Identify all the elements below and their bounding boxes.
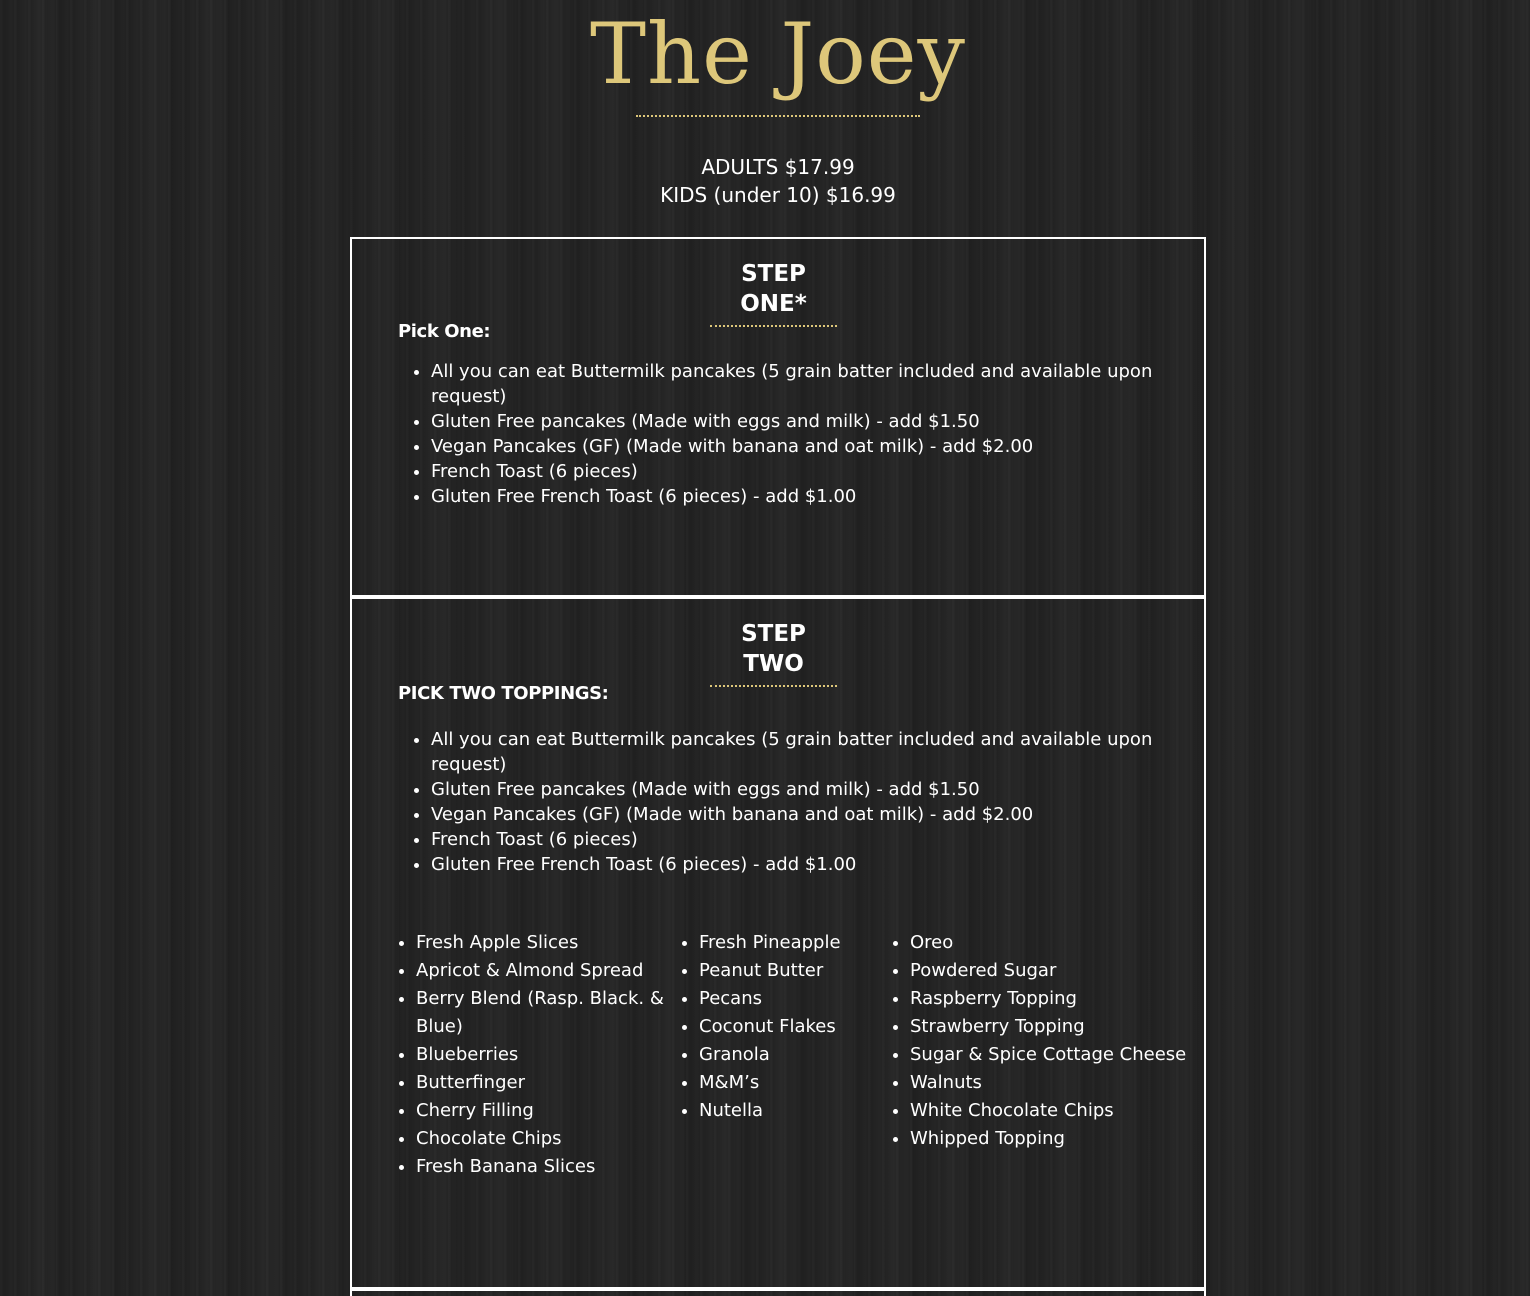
list-item: • All you can eat Buttermilk pancakes (5 grain batter included and available upon request) [431, 727, 1211, 777]
list-item: • Gluten Free pancakes (Made with eggs and milk) - add $1.50 [431, 409, 1211, 434]
toppings-column-1 [398, 929, 666, 1181]
topping-item: • Whipped Topping [910, 1125, 1210, 1153]
topping-item: • M&M’s [699, 1069, 879, 1097]
list-item: • Gluten Free French Toast (6 pieces) - add $1.00 [431, 484, 1211, 509]
toppings-column-3 [892, 929, 1210, 1153]
kids-price: KIDS (under 10) $16.99 [660, 183, 896, 207]
step-two-pick-label: PICK TWO TOPPINGS: [398, 683, 609, 704]
topping-item: • Apricot & Almond Spread [416, 957, 666, 985]
list-item: • All you can eat Buttermilk pancakes (5 grain batter included and available upon request) [431, 359, 1211, 409]
list-item: • French Toast (6 pieces) [431, 459, 1211, 484]
next-step-section-edge [350, 1289, 1206, 1296]
step-two-section [350, 597, 1206, 1289]
list-item: • Gluten Free French Toast (6 pieces) - add $1.00 [431, 852, 1211, 877]
topping-item: • Oreo [910, 929, 1210, 957]
topping-item: • Fresh Pineapple [699, 929, 879, 957]
topping-item: • Fresh Apple Slices [416, 929, 666, 957]
topping-item: • Pecans [699, 985, 879, 1013]
topping-item: • Fresh Banana Slices [416, 1153, 666, 1181]
topping-item: • Coconut Flakes [699, 1013, 879, 1041]
step-one-pick-label: Pick One: [398, 321, 491, 342]
topping-item: • Berry Blend (Rasp. Black. & Blue) [416, 985, 666, 1041]
topping-item: • Blueberries [416, 1041, 666, 1069]
topping-item: • Granola [699, 1041, 879, 1069]
topping-item: • Chocolate Chips [416, 1125, 666, 1153]
restaurant-logo: The Joey [590, 5, 966, 103]
list-item: • French Toast (6 pieces) [431, 827, 1211, 852]
price-block [0, 153, 1530, 209]
step-one-title: STEP ONE* [710, 259, 837, 327]
topping-item: • Cherry Filling [416, 1097, 666, 1125]
step-two-base-list [398, 727, 1211, 877]
topping-item: • Butterfinger [416, 1069, 666, 1097]
list-item: • Vegan Pancakes (GF) (Made with banana and oat milk) - add $2.00 [431, 802, 1211, 827]
step-one-section [350, 237, 1206, 597]
topping-item: • Powdered Sugar [910, 957, 1210, 985]
step-two-title: STEP TWO [710, 619, 837, 687]
topping-item: • Strawberry Topping [910, 1013, 1210, 1041]
adult-price: ADULTS $17.99 [701, 155, 855, 179]
step-one-base-list [398, 359, 1211, 509]
list-item: • Vegan Pancakes (GF) (Made with banana and oat milk) - add $2.00 [431, 434, 1211, 459]
logo-divider [636, 115, 920, 117]
list-item: • Gluten Free pancakes (Made with eggs and milk) - add $1.50 [431, 777, 1211, 802]
topping-item: • Raspberry Topping [910, 985, 1210, 1013]
topping-item: • Peanut Butter [699, 957, 879, 985]
topping-item: • Sugar & Spice Cottage Cheese [910, 1041, 1210, 1069]
toppings-column-2 [681, 929, 879, 1125]
topping-item: • Walnuts [910, 1069, 1210, 1097]
topping-item: • Nutella [699, 1097, 879, 1125]
topping-item: • White Chocolate Chips [910, 1097, 1210, 1125]
